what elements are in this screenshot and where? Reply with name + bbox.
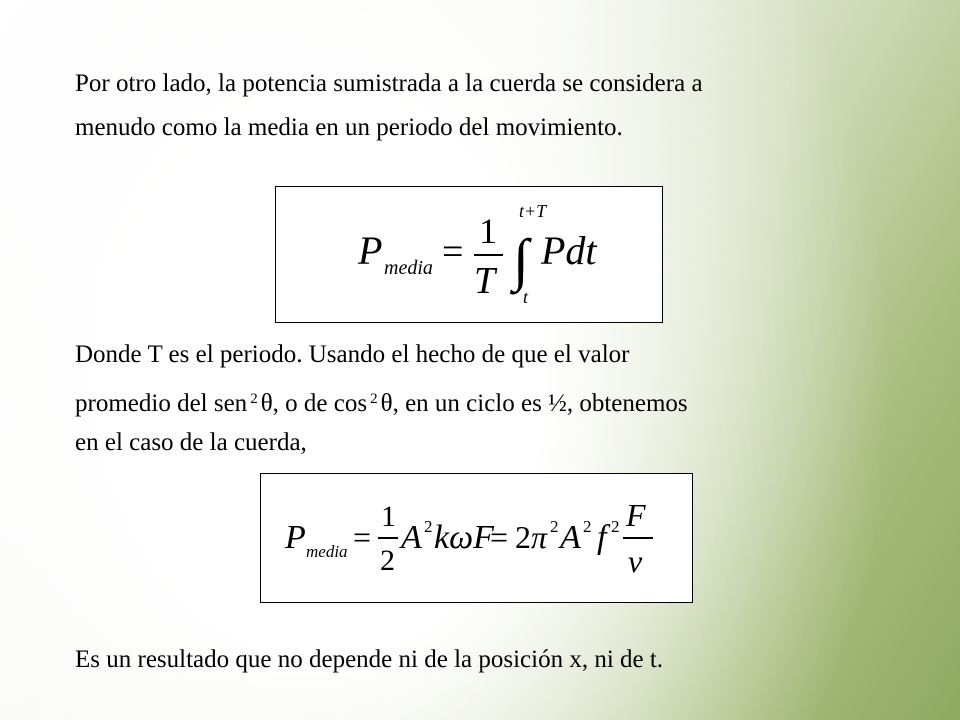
- formula2-k-omega-F: kωF: [434, 519, 494, 556]
- superscript-2-sen: 2: [250, 391, 258, 407]
- formula2-frac1-numerator: 1: [381, 500, 396, 533]
- line2-text-a: promedio del sen: [75, 390, 248, 417]
- paragraph-3-line-1: Es un resultado que no depende ni de la posición x, ni de t.: [75, 646, 664, 673]
- paragraph-2-line-3: en el caso de la cuerda,: [75, 429, 307, 456]
- line2-text-b: θ, o de cos: [260, 390, 368, 417]
- formula2-exp-a: 2: [424, 517, 433, 536]
- paragraph-1-line-2: menudo como la media en un periodo del movimiento.: [75, 114, 623, 141]
- formula2-A: A: [401, 519, 422, 556]
- formula2-equals-2: =: [490, 519, 509, 555]
- formula2-pi: π: [531, 519, 548, 555]
- formula2-lhs-subscript: media: [306, 542, 348, 561]
- formula2-f: f: [597, 519, 607, 556]
- formula-average-power-string: [261, 474, 692, 602]
- formula2-exp-c: 2: [583, 517, 592, 536]
- paragraph-1-line-1: Por otro lado, la potencia sumistrada a la cuerda se considera a: [75, 70, 703, 97]
- formula-box-1: [275, 186, 663, 323]
- formula1-lhs-symbol: P: [358, 228, 383, 273]
- formula1-lhs-subscript: media: [384, 257, 433, 279]
- paragraph-1: [75, 62, 703, 150]
- paragraph-2: [75, 333, 688, 465]
- formula2-two: 2: [515, 519, 531, 555]
- formula2-frac1-denominator: 2: [380, 544, 395, 577]
- formula1-frac-numerator: 1: [479, 211, 497, 251]
- paragraph-2-line-1: Donde T es el periodo. Usando el hecho de que el valor: [75, 341, 630, 368]
- formula2-A2: A: [560, 519, 581, 556]
- paragraph-3: [75, 638, 663, 682]
- formula1-equals: =: [442, 231, 464, 273]
- formula2-exp-b: 2: [550, 517, 559, 536]
- formula2-frac2-numerator: F: [626, 497, 646, 533]
- paragraph-2-line-2: [75, 377, 688, 421]
- line2-text-c: θ, en un ciclo es ½, obtenemos: [380, 390, 688, 417]
- formula1-integral-sign: ∫: [513, 227, 529, 292]
- formula1-integrand: Pdt: [541, 228, 597, 273]
- formula1-lower-limit: t: [523, 287, 529, 307]
- superscript-2-cos: 2: [370, 391, 378, 407]
- formula2-lhs-symbol: P: [285, 519, 306, 556]
- formula1-frac-denominator: T: [474, 260, 496, 302]
- formula2-exp-d: 2: [611, 517, 620, 536]
- formula2-frac2-denominator: ν: [628, 543, 643, 579]
- formula1-upper-limit: t+T: [519, 201, 547, 221]
- formula2-equals-1: =: [353, 519, 372, 555]
- formula-average-power-integral: [276, 187, 662, 322]
- formula-box-2: [260, 473, 693, 603]
